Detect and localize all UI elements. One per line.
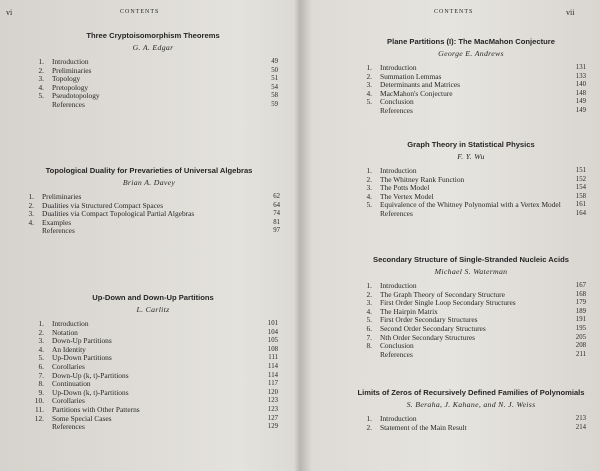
- chapter-author: Michael S. Waterman: [434, 267, 508, 276]
- entry-title: Preliminaries: [52, 65, 92, 75]
- entry-page: 154: [575, 184, 586, 192]
- toc-section: [356, 255, 586, 359]
- entry-page: 81: [273, 218, 280, 226]
- right-page: [304, 0, 600, 471]
- entry-title: References: [52, 99, 85, 109]
- entry-page: 140: [575, 81, 586, 89]
- chapter-author: S. Beraha, J. Kahane, and N. J. Weiss: [406, 400, 536, 409]
- entry-number: 2.: [366, 174, 372, 184]
- entry-page: 127: [267, 414, 278, 422]
- entry-page: 104: [267, 328, 278, 336]
- entry-number: 11.: [35, 404, 44, 414]
- entry-title: Up-Down (k, t)-Partitions: [52, 387, 129, 397]
- chapter-author: George E. Andrews: [438, 49, 504, 58]
- entry-title: Pretopology: [52, 82, 89, 92]
- toc-entry: [28, 101, 278, 110]
- entry-page: 54: [271, 83, 278, 91]
- entry-page: 195: [575, 324, 586, 332]
- entry-title: MacMahon's Conjecture: [380, 88, 453, 98]
- entry-title: References: [380, 105, 413, 115]
- entry-number: 4.: [366, 88, 372, 98]
- entry-number: 9.: [38, 387, 44, 397]
- entry-page: 149: [575, 98, 586, 106]
- entry-number: 4.: [28, 217, 34, 227]
- entry-title: References: [52, 422, 85, 432]
- entry-page: 205: [575, 333, 586, 341]
- chapter-title: Limits of Zeros of Recursively Defined Families of Polynomials: [357, 388, 585, 397]
- entry-number: 7.: [366, 332, 372, 342]
- entry-number: 1.: [38, 57, 44, 66]
- entry-number: 7.: [38, 370, 44, 380]
- entry-page: 148: [575, 89, 586, 97]
- entry-page: 101: [267, 320, 278, 327]
- chapter-title: Three Cryptoisomorphism Theorems: [86, 31, 220, 40]
- entry-page: 131: [575, 64, 586, 71]
- entry-number: [356, 351, 380, 360]
- running-head: CONTENTS: [434, 9, 474, 15]
- entry-number: 1.: [366, 63, 372, 72]
- entry-page: 152: [575, 175, 586, 183]
- entry-page: 108: [267, 345, 278, 353]
- entry-title: Introduction: [52, 57, 89, 66]
- entry-title: Down-Up Partitions: [52, 336, 112, 346]
- chapter-title: Topological Duality for Prevarieties of Universal Algebras: [45, 166, 253, 175]
- entry-number: 12.: [34, 413, 44, 423]
- entry-title: Up-Down Partitions: [52, 353, 112, 363]
- entry-page: 58: [271, 92, 278, 100]
- entry-title: Partitions with Other Patterns: [52, 404, 140, 414]
- entry-page: 123: [267, 405, 278, 413]
- entry-title: Corollaries: [52, 396, 85, 406]
- entry-title: Dualities via Compact Topological Partial Algebras: [42, 209, 195, 219]
- entry-page: 189: [575, 307, 586, 315]
- entry-number: 10.: [34, 396, 44, 406]
- entry-title: First Order Single Loop Secondary Structures: [380, 298, 516, 308]
- toc-entry: [356, 210, 586, 219]
- entry-title: Down-Up (k, t)-Partitions: [52, 370, 129, 380]
- entry-title: Introduction: [380, 166, 417, 175]
- entry-number: 8.: [366, 341, 372, 351]
- entry-number: 2.: [366, 289, 372, 299]
- entry-number: 4.: [38, 344, 44, 354]
- toc-section: [356, 140, 586, 219]
- toc-entry: [356, 351, 586, 360]
- entry-page: 105: [267, 337, 278, 345]
- entry-page: 211: [576, 350, 586, 358]
- entry-title: The Graph Theory of Secondary Structure: [380, 289, 505, 299]
- toc-section: [356, 37, 586, 116]
- entry-page: 214: [575, 423, 586, 431]
- toc-section: [18, 166, 280, 236]
- entry-title: Introduction: [380, 63, 417, 72]
- entry-page: 114: [268, 362, 278, 370]
- entry-number: 2.: [28, 200, 34, 210]
- entry-number: 4.: [366, 306, 372, 316]
- entry-title: Introduction: [380, 414, 417, 423]
- page-number: vi: [6, 8, 13, 17]
- entry-number: 1.: [366, 281, 372, 290]
- chapter-title: Up-Down and Down-Up Partitions: [92, 293, 214, 302]
- entry-number: 3.: [38, 336, 44, 346]
- toc-section: [28, 293, 278, 432]
- toc-entry: [356, 424, 586, 433]
- entry-title: References: [380, 349, 413, 359]
- chapter-title: Secondary Structure of Single-Stranded Nucleic Acids: [373, 255, 569, 264]
- entry-title: Continuation: [52, 379, 91, 389]
- entry-page: 51: [271, 75, 278, 83]
- left-page: [0, 0, 296, 471]
- entry-number: 6.: [38, 361, 44, 371]
- entry-page: 59: [271, 100, 278, 108]
- entry-title: Dualities via Structured Compact Spaces: [42, 200, 164, 210]
- entry-number: 8.: [38, 379, 44, 389]
- entry-number: 5.: [366, 315, 372, 325]
- entry-title: The Whitney Rank Function: [380, 174, 465, 184]
- entry-number: 5.: [366, 200, 372, 210]
- entry-title: Conclusion: [380, 341, 414, 351]
- chapter-title: Plane Partitions (I): The MacMahon Conjecture: [387, 37, 555, 46]
- entry-page: 64: [273, 201, 280, 209]
- entry-page: 62: [273, 193, 280, 200]
- entry-number: 2.: [366, 71, 372, 81]
- entry-number: 6.: [366, 323, 372, 333]
- entry-page: 49: [271, 58, 278, 65]
- entry-number: 3.: [366, 298, 372, 308]
- toc-section: [356, 388, 586, 432]
- entry-page: 167: [575, 282, 586, 289]
- entry-title: References: [380, 208, 413, 218]
- toc-entry: [18, 227, 280, 236]
- entry-number: 2.: [366, 422, 372, 432]
- toc-entry: [28, 423, 278, 432]
- chapter-author: Brian A. Davey: [122, 178, 176, 187]
- entry-page: 133: [575, 72, 586, 80]
- entry-number: [356, 210, 380, 219]
- entry-page: 97: [273, 227, 280, 235]
- chapter-author: F. Y. Wu: [457, 152, 485, 161]
- entry-number: 1.: [28, 192, 34, 201]
- entry-number: [356, 107, 380, 116]
- entry-number: [28, 423, 52, 432]
- entry-number: 4.: [38, 82, 44, 92]
- entry-page: 74: [273, 210, 280, 218]
- entry-page: 50: [271, 66, 278, 74]
- entry-number: 3.: [366, 80, 372, 90]
- entry-number: 3.: [28, 209, 34, 219]
- entry-title: Some Special Cases: [52, 413, 112, 423]
- entry-title: Pseudotopology: [52, 91, 100, 101]
- toc-entry: [356, 107, 586, 116]
- entry-number: [28, 101, 52, 110]
- entry-number: 3.: [38, 74, 44, 84]
- toc-section: [28, 31, 278, 110]
- entry-title: First Order Secondary Structures: [380, 315, 478, 325]
- entry-title: Notation: [52, 327, 78, 337]
- entry-number: 2.: [38, 327, 44, 337]
- running-head: CONTENTS: [120, 9, 160, 15]
- entry-title: Topology: [52, 74, 81, 84]
- entry-title: Statement of the Main Result: [380, 422, 467, 432]
- entry-title: Preliminaries: [42, 192, 82, 201]
- entry-title: Nth Order Secondary Structures: [380, 332, 476, 342]
- entry-number: [18, 227, 42, 236]
- entry-title: Introduction: [380, 281, 417, 290]
- entry-title: The Vertex Model: [380, 191, 434, 201]
- entry-title: Equivalence of the Whitney Polynomial with a Vertex Model: [380, 200, 561, 210]
- page-number: vii: [566, 8, 575, 17]
- entry-page: 161: [575, 201, 586, 209]
- entry-title: The Hairpin Matrix: [380, 306, 438, 316]
- entry-page: 149: [575, 106, 586, 114]
- chapter-author: G. A. Edgar: [132, 43, 174, 52]
- entry-number: 1.: [38, 319, 44, 328]
- chapter-title: Graph Theory in Statistical Physics: [407, 140, 535, 149]
- entry-title: An Identity: [52, 344, 86, 354]
- chapter-author: L. Carlitz: [136, 305, 170, 314]
- entry-page: 164: [575, 209, 586, 217]
- entry-number: 5.: [366, 97, 372, 107]
- entry-page: 120: [267, 388, 278, 396]
- entry-page: 123: [267, 397, 278, 405]
- entry-number: 1.: [366, 414, 372, 423]
- entry-number: 5.: [38, 91, 44, 101]
- entry-page: 117: [268, 380, 278, 388]
- entry-page: 129: [267, 423, 278, 431]
- entry-number: 1.: [366, 166, 372, 175]
- entry-title: Conclusion: [380, 97, 414, 107]
- entry-page: 114: [268, 371, 278, 379]
- entry-page: 208: [575, 342, 586, 350]
- entry-title: Introduction: [52, 319, 89, 328]
- entry-page: 213: [575, 415, 586, 422]
- entry-title: Summation Lemmas: [380, 71, 442, 81]
- entry-title: Examples: [42, 217, 72, 227]
- entry-number: 2.: [38, 65, 44, 75]
- entry-title: Second Order Secondary Structures: [380, 323, 486, 333]
- entry-page: 168: [575, 290, 586, 298]
- entry-title: Corollaries: [52, 361, 85, 371]
- entry-number: 4.: [366, 191, 372, 201]
- entry-page: 179: [575, 299, 586, 307]
- entry-page: 158: [575, 192, 586, 200]
- entry-page: 111: [268, 354, 278, 362]
- entry-page: 191: [575, 316, 586, 324]
- entry-title: References: [42, 226, 75, 236]
- entry-page: 151: [575, 167, 586, 174]
- entry-title: Determinants and Matrices: [380, 80, 461, 90]
- entry-title: The Potts Model: [380, 183, 430, 193]
- entry-number: 5.: [38, 353, 44, 363]
- entry-number: 3.: [366, 183, 372, 193]
